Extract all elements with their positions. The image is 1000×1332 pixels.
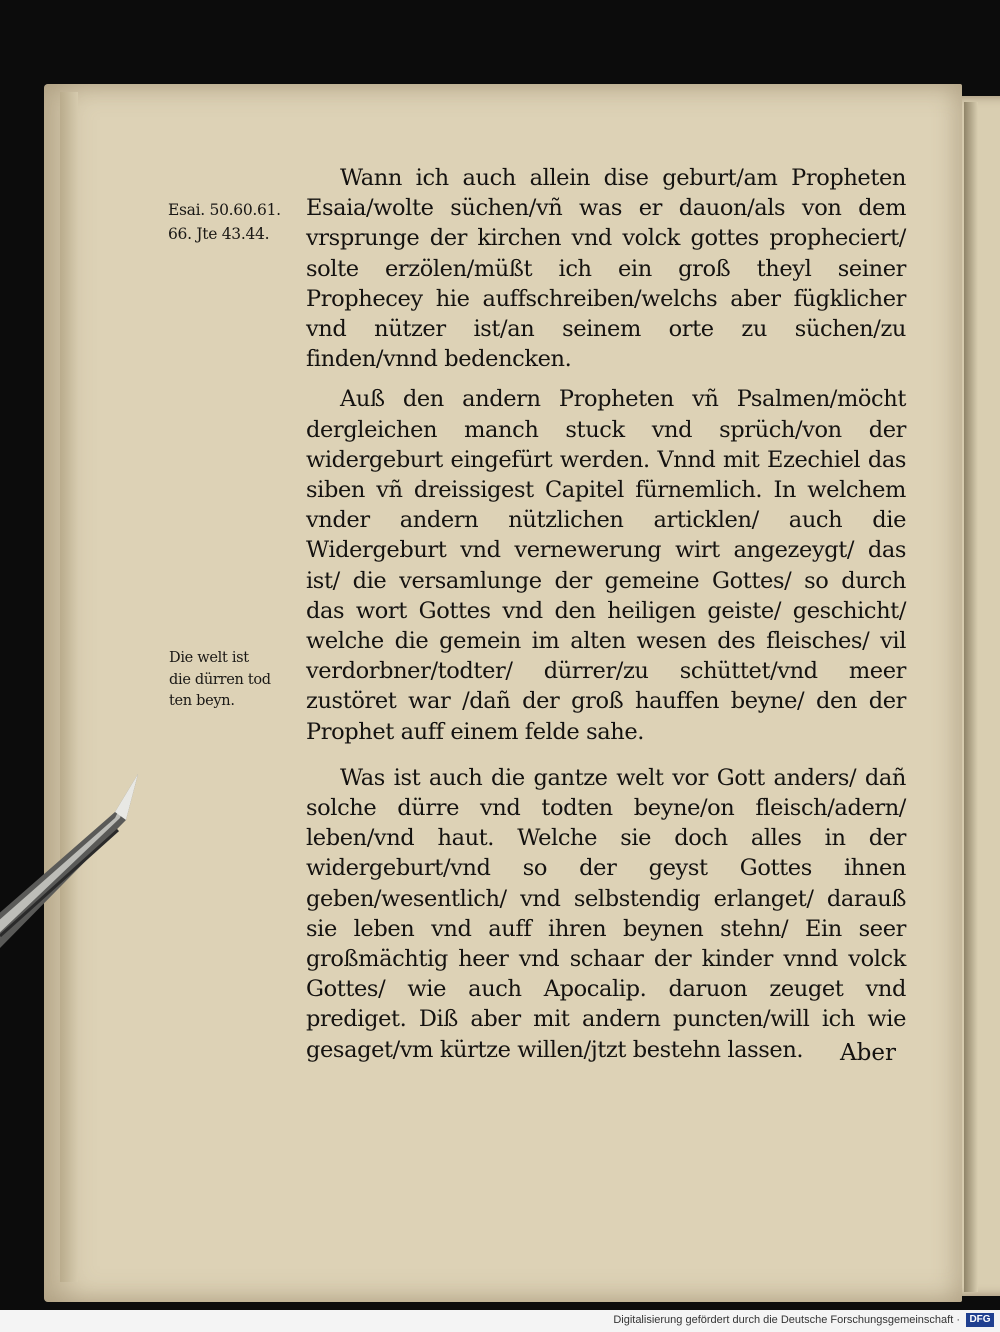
- page-body-text: [306, 163, 906, 1065]
- margin-note-dry-bones: Die welt ist die dürren tod ten beyn.: [169, 650, 271, 709]
- page-stack-edge: [60, 92, 78, 1282]
- footer-funding-text: Digitalisierung gefördert durch die Deutsche Forschungsgemeinschaft ·: [613, 1314, 960, 1326]
- margin-note-bible-reference: Esai. 50.60.61. 66. Jte 43.44.: [168, 201, 281, 243]
- pen-pointer: [0, 760, 180, 960]
- dfg-logo: DFG: [966, 1313, 994, 1327]
- paragraph-3: Was ist auch die gantze welt vor Gott anders/ dañ solche dürre vnd todten beyne/on fleisch/adern/ leben/vnd haut. Welche sie doch alles in der widergeburt/vnd so der geyst Gottes ihnen geben/wesentlich/ vnd selbstendig erlanget/ darauß sie leben vnd auff ihren beynen stehn/ Ein seer großmächtig heer vnd schaar der kinder vnnd volck Gottes/ wie auch Apocalip. daruon zeuget vnd prediget. Diß aber mit andern puncten/will ich wie gesaget/vm kürtze willen/jtzt bestehn lassen.: [306, 764, 906, 1063]
- catchword: Aber: [840, 1040, 896, 1066]
- paragraph-1: Wann ich auch allein dise geburt/am Propheten Esaia/wolte süchen/vñ was er dauon/als von dem vrsprunge der kirchen vnd volck gottes propheciert/ solte erzölen/müßt ich ein groß theyl seiner Prophecey hie auffschreiben/welchs aber fügklicher vnd nützer ist/an seinem orte zu süchen/zu finden/vnnd bedencken.: [306, 165, 906, 373]
- facing-page-gutter: [964, 102, 978, 1292]
- paragraph-2: Auß den andern Propheten vñ Psalmen/möcht dergleichen manch stuck vnd sprüch/von der widergeburt eingefürt werden. Vnnd mit Ezechiel das siben vñ dreissigest Capitel fürnemlich. In welchem vnder andern nützlichen articklen/ auch die Widergeburt vnd vernewerung wirt angezeygt/ das ist/ die versamlunge der gemeine Gottes/ so durch das wort Gottes vnd den heiligen geiste/ geschicht/ welche die gemein im alten wesen des fleisches/ vil verdorbner/todter/ dürrer/zu schüttet/vnd meer zustöret war /dañ der groß hauffen beyne/ den der Prophet auff einem felde sahe.: [306, 386, 906, 745]
